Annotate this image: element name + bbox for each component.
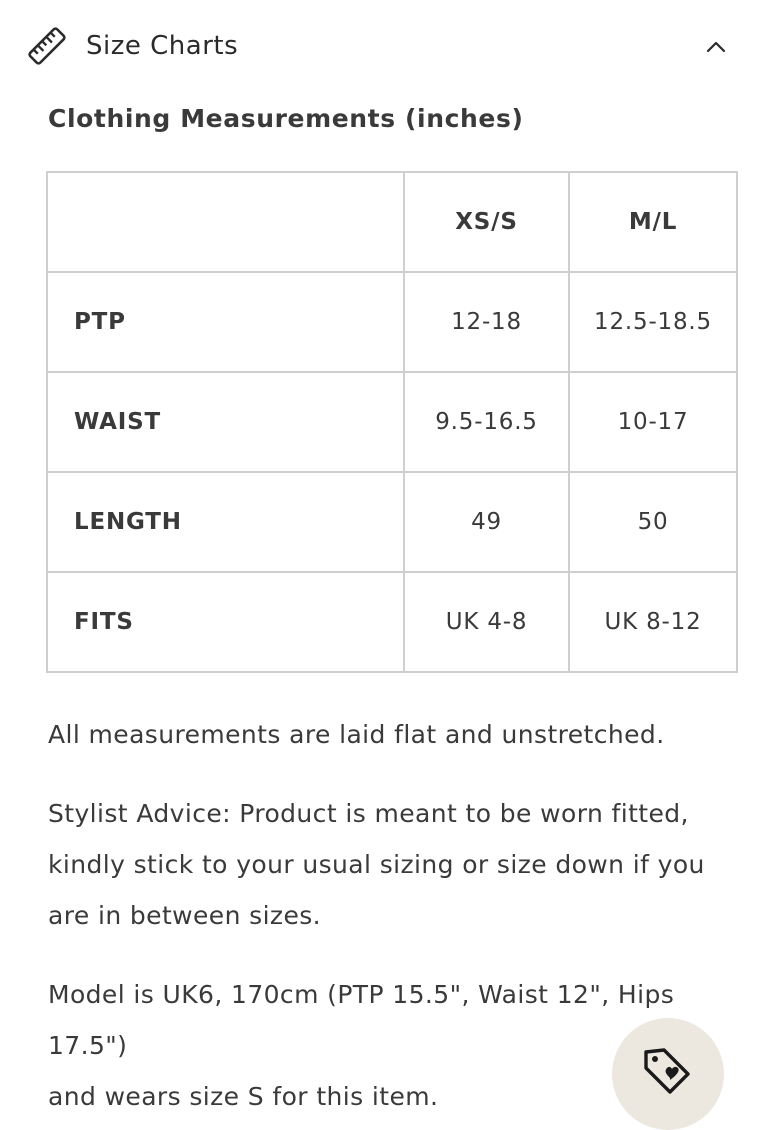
ruler-icon [26, 26, 68, 66]
table-row [47, 372, 737, 472]
table-cell: 49 [404, 472, 569, 572]
table-row [47, 272, 737, 372]
section-heading: Clothing Measurements (inches) [48, 104, 524, 133]
model-info-line: and wears size S for this item. [48, 1082, 439, 1111]
row-label: PTP [47, 272, 404, 372]
table-header-cell: M/L [569, 172, 737, 272]
table-cell: 10-17 [569, 372, 737, 472]
table-cell: UK 4-8 [404, 572, 569, 672]
wishlist-tag-button[interactable] [612, 1018, 724, 1130]
table-cell: 12.5-18.5 [569, 272, 737, 372]
table-cell: 12-18 [404, 272, 569, 372]
stylist-advice-line: kindly stick to your usual sizing or size down if you [48, 850, 705, 879]
size-charts-accordion-header[interactable] [0, 0, 782, 92]
table-row [47, 572, 737, 672]
model-info-line: Model is UK6, 170cm (PTP 15.5", Waist 12", Hips 17.5") [48, 980, 675, 1060]
table-header-cell [47, 172, 404, 272]
table-header-cell: XS/S [404, 172, 569, 272]
table-header-row [47, 172, 737, 272]
row-label: LENGTH [47, 472, 404, 572]
price-tag-heart-icon [640, 1044, 696, 1094]
stylist-advice-line: are in between sizes. [48, 901, 322, 930]
size-chart-table [46, 171, 738, 673]
table-row [47, 472, 737, 572]
row-label: FITS [47, 572, 404, 672]
table-cell: UK 8-12 [569, 572, 737, 672]
stylist-advice [48, 788, 748, 941]
row-label: WAIST [47, 372, 404, 472]
chevron-up-icon[interactable] [704, 37, 728, 57]
table-cell: 9.5-16.5 [404, 372, 569, 472]
stylist-advice-line: Stylist Advice: Product is meant to be worn fitted, [48, 799, 689, 828]
table-cell: 50 [569, 472, 737, 572]
accordion-title: Size Charts [86, 31, 239, 61]
measurement-note: All measurements are laid flat and unstretched. [48, 720, 665, 749]
